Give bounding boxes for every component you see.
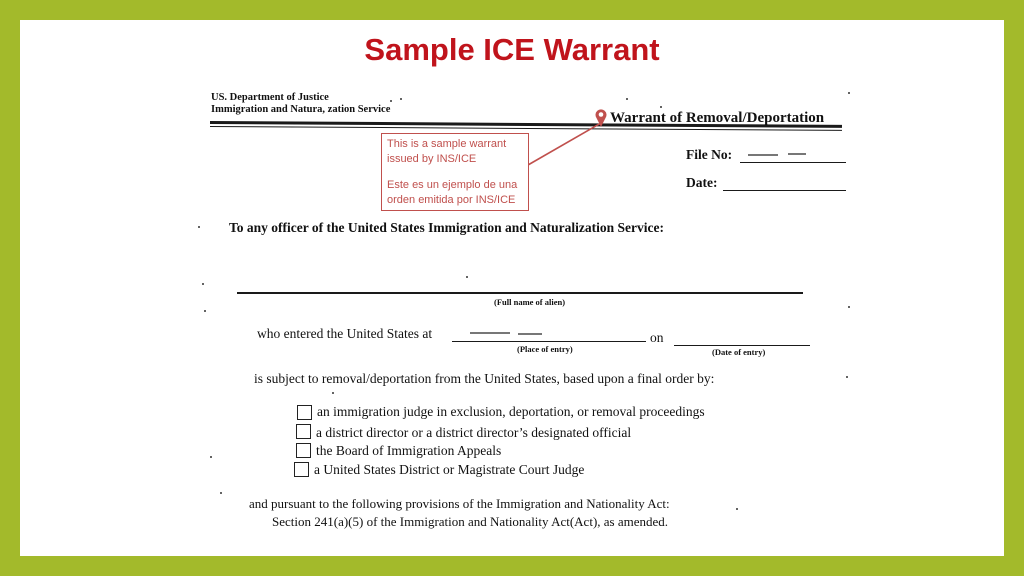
- scan-speck: [626, 98, 628, 100]
- scan-speck: [204, 310, 206, 312]
- scan-speck: [848, 306, 850, 308]
- scan-speck: [220, 492, 222, 494]
- callout-spacer: [387, 167, 523, 178]
- salutation-text: To any officer of the United States Immigration and Naturalization Service:: [229, 220, 664, 235]
- redaction-mark: [470, 332, 510, 334]
- file-no-line: [740, 162, 846, 163]
- option-label: an immigration judge in exclusion, deportation, or removal proceedings: [317, 404, 705, 419]
- date-line: [723, 190, 846, 191]
- option-label: the Board of Immigration Appeals: [316, 443, 502, 458]
- slide: [20, 20, 1004, 556]
- scan-speck: [198, 226, 200, 228]
- scan-speck: [846, 376, 848, 378]
- section-text: Section 241(a)(5) of the Immigration and Nationality Act(Act), as amended.: [272, 514, 669, 529]
- scan-speck: [400, 98, 402, 100]
- redaction-mark: [748, 154, 778, 156]
- callout-english-line-2: issued by INS/ICE: [387, 153, 477, 165]
- on-text: on: [650, 330, 664, 345]
- callout-spanish-line-2: orden emitida por INS/ICE: [387, 194, 516, 206]
- scan-speck: [210, 456, 212, 458]
- scan-speck: [848, 92, 850, 94]
- provisions-text: and pursuant to the following provisions of the Immigration and Nationality Act:: [249, 496, 670, 511]
- entered-text: who entered the United States at: [257, 326, 433, 341]
- date-of-entry-caption: (Date of entry): [712, 347, 766, 357]
- option-checkbox[interactable]: [296, 424, 311, 439]
- redaction-mark: [518, 333, 542, 335]
- file-no-label: File No:: [686, 147, 733, 162]
- scan-speck: [466, 276, 468, 278]
- scan-speck: [202, 283, 204, 285]
- callout-english-line-1: This is a sample warrant: [387, 138, 507, 150]
- full-name-line: [237, 292, 803, 294]
- sample-warrant-callout: [381, 133, 529, 211]
- option-checkbox[interactable]: [297, 405, 312, 420]
- place-of-entry-caption: (Place of entry): [517, 344, 573, 354]
- slide-title: Sample ICE Warrant: [364, 32, 660, 67]
- redaction-mark: [788, 153, 806, 155]
- scan-speck: [390, 100, 392, 102]
- service-label: Immigration and Natura, zation Service: [211, 104, 391, 115]
- subject-text: is subject to removal/deportation from the United States, based upon a final order by:: [254, 371, 715, 386]
- department-label: US. Department of Justice: [211, 92, 329, 103]
- full-name-caption: (Full name of alien): [494, 297, 566, 307]
- place-of-entry-line: [452, 341, 646, 342]
- option-checkbox[interactable]: [294, 462, 309, 477]
- scan-speck: [736, 508, 738, 510]
- option-label: a United States District or Magistrate Court Judge: [314, 462, 585, 477]
- option-checkbox[interactable]: [296, 443, 311, 458]
- scan-speck: [660, 106, 662, 108]
- callout-connector: [525, 120, 605, 170]
- form-title: Warrant of Removal/Deportation: [610, 110, 825, 126]
- date-label: Date:: [686, 175, 718, 190]
- date-of-entry-line: [674, 345, 810, 346]
- option-label: a district director or a district director’s designated official: [316, 425, 632, 440]
- scan-speck: [332, 392, 334, 394]
- callout-spanish-line-1: Este es un ejemplo de una: [387, 179, 518, 191]
